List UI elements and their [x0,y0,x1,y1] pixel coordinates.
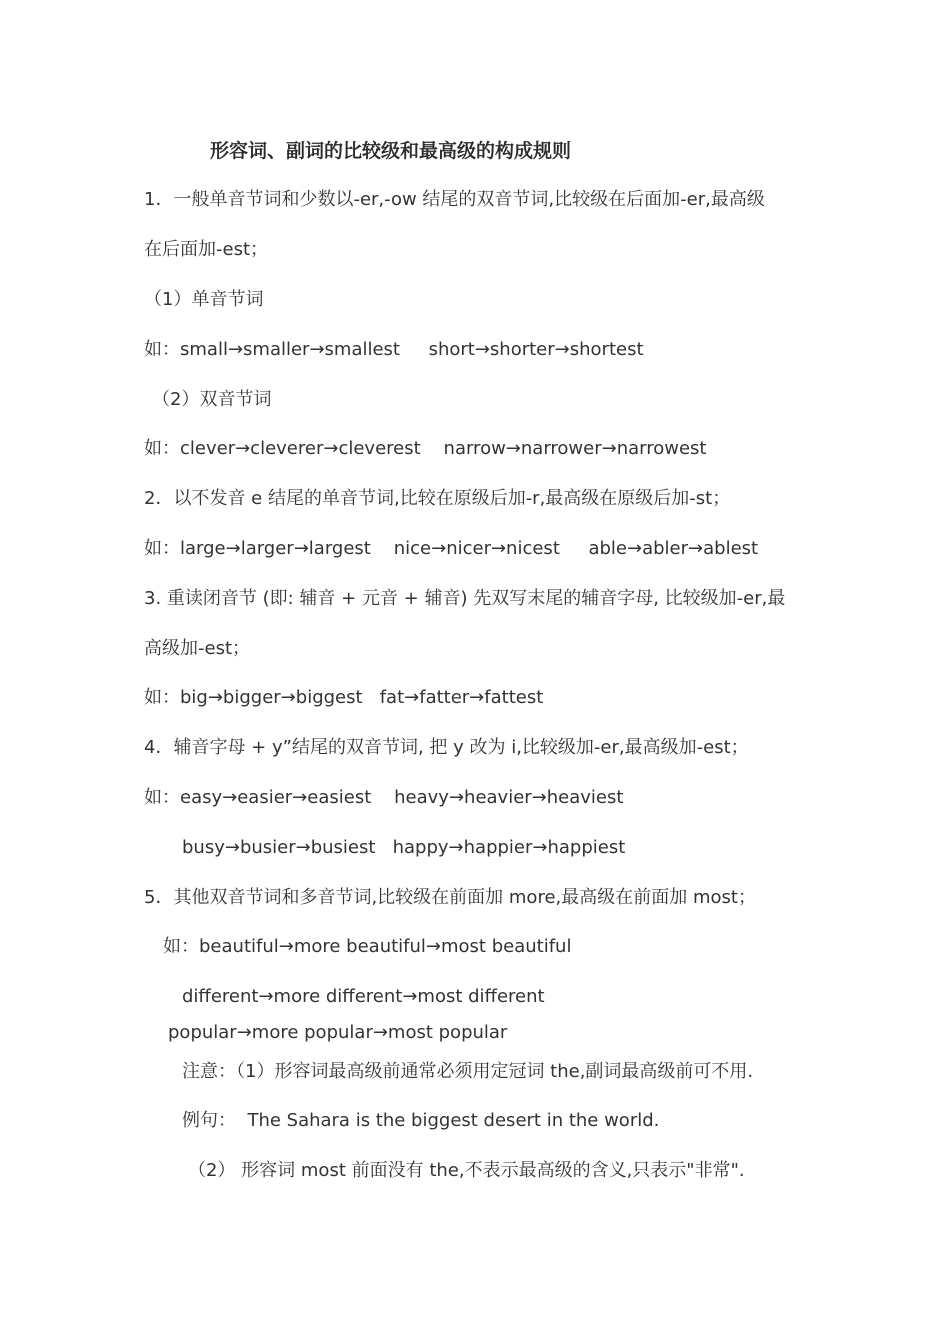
rule-5-example-cont-1: different→more different→most different [182,986,545,1007]
rule-2-text: 2．以不发音 e 结尾的单音节词,比较在原级后加-r,最高级在原级后加-st； [144,488,731,509]
rule-5-text: 5．其他双音节词和多音节词,比较级在前面加 more,最高级在前面加 most； [144,887,756,908]
note-2: （2） 形容词 most 前面没有 the,不表示最高级的含义,只表示"非常". [188,1160,745,1181]
rule-1-sub-1-heading: （1）单音节词 [144,289,264,310]
rule-3-text: 3. 重读闭音节 (即: 辅音 + 元音 + 辅音) 先双写末尾的辅音字母, 比较级加-er,最 [144,588,786,609]
document-title: 形容词、副词的比较级和最高级的构成规则 [210,140,572,162]
rule-5-example: 如：beautiful→more beautiful→most beautiful [163,936,572,957]
rule-3-text-cont: 高级加-est； [144,638,251,659]
rule-1-sub-2-example: 如：clever→cleverer→cleverest narrow→narrower→narrowest [144,438,707,459]
rule-2-example: 如：large→larger→largest nice→nicer→nicest able→abler→ablest [144,538,759,559]
rule-5-example-cont-2: popular→more popular→most popular [168,1022,508,1043]
note-1: 注意：（1）形容词最高级前通常必须用定冠词 the,副词最高级前可不用. [182,1061,754,1082]
rule-1-sub-1-example: 如：small→smaller→smallest short→shorter→shortest [144,339,644,360]
rule-1-text-cont: 在后面加-est； [144,239,269,260]
note-example-sentence: 例句： The Sahara is the biggest desert in the world. [182,1110,660,1131]
rule-4-example-cont: busy→busier→busiest happy→happier→happiest [182,837,626,858]
rule-1-sub-2-heading: （2）双音节词 [152,389,272,410]
rule-4-text: 4．辅音字母 + y”结尾的双音节词, 把 y 改为 i,比较级加-er,最高级加-est； [144,737,749,758]
rule-4-example: 如：easy→easier→easiest heavy→heavier→heaviest [144,787,624,808]
rule-3-example: 如：big→bigger→biggest fat→fatter→fattest [144,687,544,708]
rule-1-text: 1．一般单音节词和少数以-er,-ow 结尾的双音节词,比较级在后面加-er,最高级 [144,189,765,210]
